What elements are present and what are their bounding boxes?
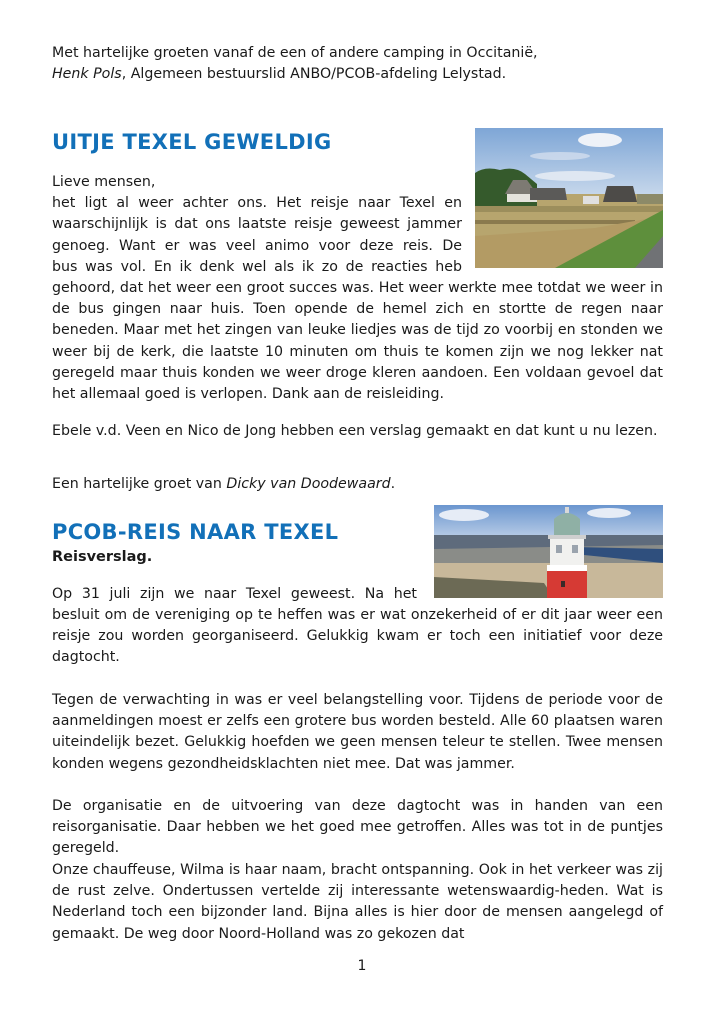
article2-para4: Onze chauffeuse, Wilma is haar naam, bracht ontspanning. Ook in het verkeer was zij de rust zelve. Ondertussen vertelde zij interessante wetenswaardig-heden. Wat is Nederland toch een bijzonder land. Bijna alles is hier door de mensen aangelegd of gemaakt. De weg door Noord-Holland was zo gekozen dat <box>52 862 663 942</box>
article1-line: genoeg. Want er was veel animo voor deze reis. De <box>52 237 462 254</box>
intro-author: Henk Pols <box>52 66 122 82</box>
article1-narrow-block <box>52 172 462 278</box>
article1-report-note: Ebele v.d. Veen en Nico de Jong hebben een verslag gemaakt en dat kunt u nu lezen. <box>52 423 658 439</box>
article1-line: bus was vol. En ik denk wel als ik zo de reacties heb <box>52 258 462 275</box>
article1-title: UITJE TEXEL GEWELDIG <box>52 130 332 154</box>
intro-line-1: Met hartelijke groeten vanaf de een of andere camping in Occitanië, <box>52 45 538 61</box>
article2-para1: besluit om de vereniging op te heffen was er wat onzekerheid of er dit jaar weer een reisje zou worden georganiseerd. Gelukkig kwam er toch een initiatief voor deze dagtocht. <box>52 607 663 666</box>
article2-para2: Tegen de verwachting in was er veel belangstelling voor. Tijdens de periode voor de aanmeldingen moest er zelfs een grotere bus worden besteld. Alle 60 plaatsen waren uiteindelijk bezet. Gelukkig hoefden we geen mensen teleur te stellen. Twee mensen konden wegens gezondheidsklachten niet mee. Dat was jammer. <box>52 692 663 772</box>
texel-landscape-image <box>475 128 663 268</box>
article2-title: PCOB-REIS NAAR TEXEL <box>52 520 339 544</box>
lighthouse-photo-icon <box>434 505 663 598</box>
article2-para3: De organisatie en de uitvoering van deze dagtocht was in handen van een reisorganisatie. Daar hebben we het goed mee getroffen. Alles was tot in de puntjes geregeld. <box>52 798 663 857</box>
greeting-author: Dicky van Doodewaard <box>226 476 391 492</box>
article2-first-line: Op 31 juli zijn we naar Texel geweest. Na het <box>52 586 417 602</box>
landscape-photo-icon <box>475 128 663 268</box>
article1-salutation: Lieve mensen, <box>52 174 156 190</box>
article1-greeting: Een hartelijke groet van Dicky van Doodewaard. <box>52 476 396 492</box>
intro-line-2: Henk Pols, Algemeen bestuurslid ANBO/PCOB-afdeling Lelystad. <box>52 66 507 82</box>
article1-body: gehoord, dat het weer een groot succes was. Het weer werkte mee totdat we weer in de bus gingen naar huis. Toen opende de hemel zich en stortte de regen naar beneden. Maar met het zingen van leuke liedjes was de tijd zo voorbij en stonden we weer bij de kerk, die laatste 10 minuten om thuis te komen zijn we nog lekker nat geregeld maar thuis konden we weer droge kleren aandoen. Een voldaan gevoel dat het allemaal goed is verlopen. Dank aan de reisleiding. <box>52 280 663 403</box>
article2-subtitle: Reisverslag. <box>52 549 153 565</box>
page-number: 1 <box>357 958 367 974</box>
article1-line: waarschijnlijk is dat ons laatste reisje geweest jammer <box>52 216 462 233</box>
article1-line: het ligt al weer achter ons. Het reisje naar Texel en <box>52 195 462 212</box>
lighthouse-image <box>434 505 663 598</box>
